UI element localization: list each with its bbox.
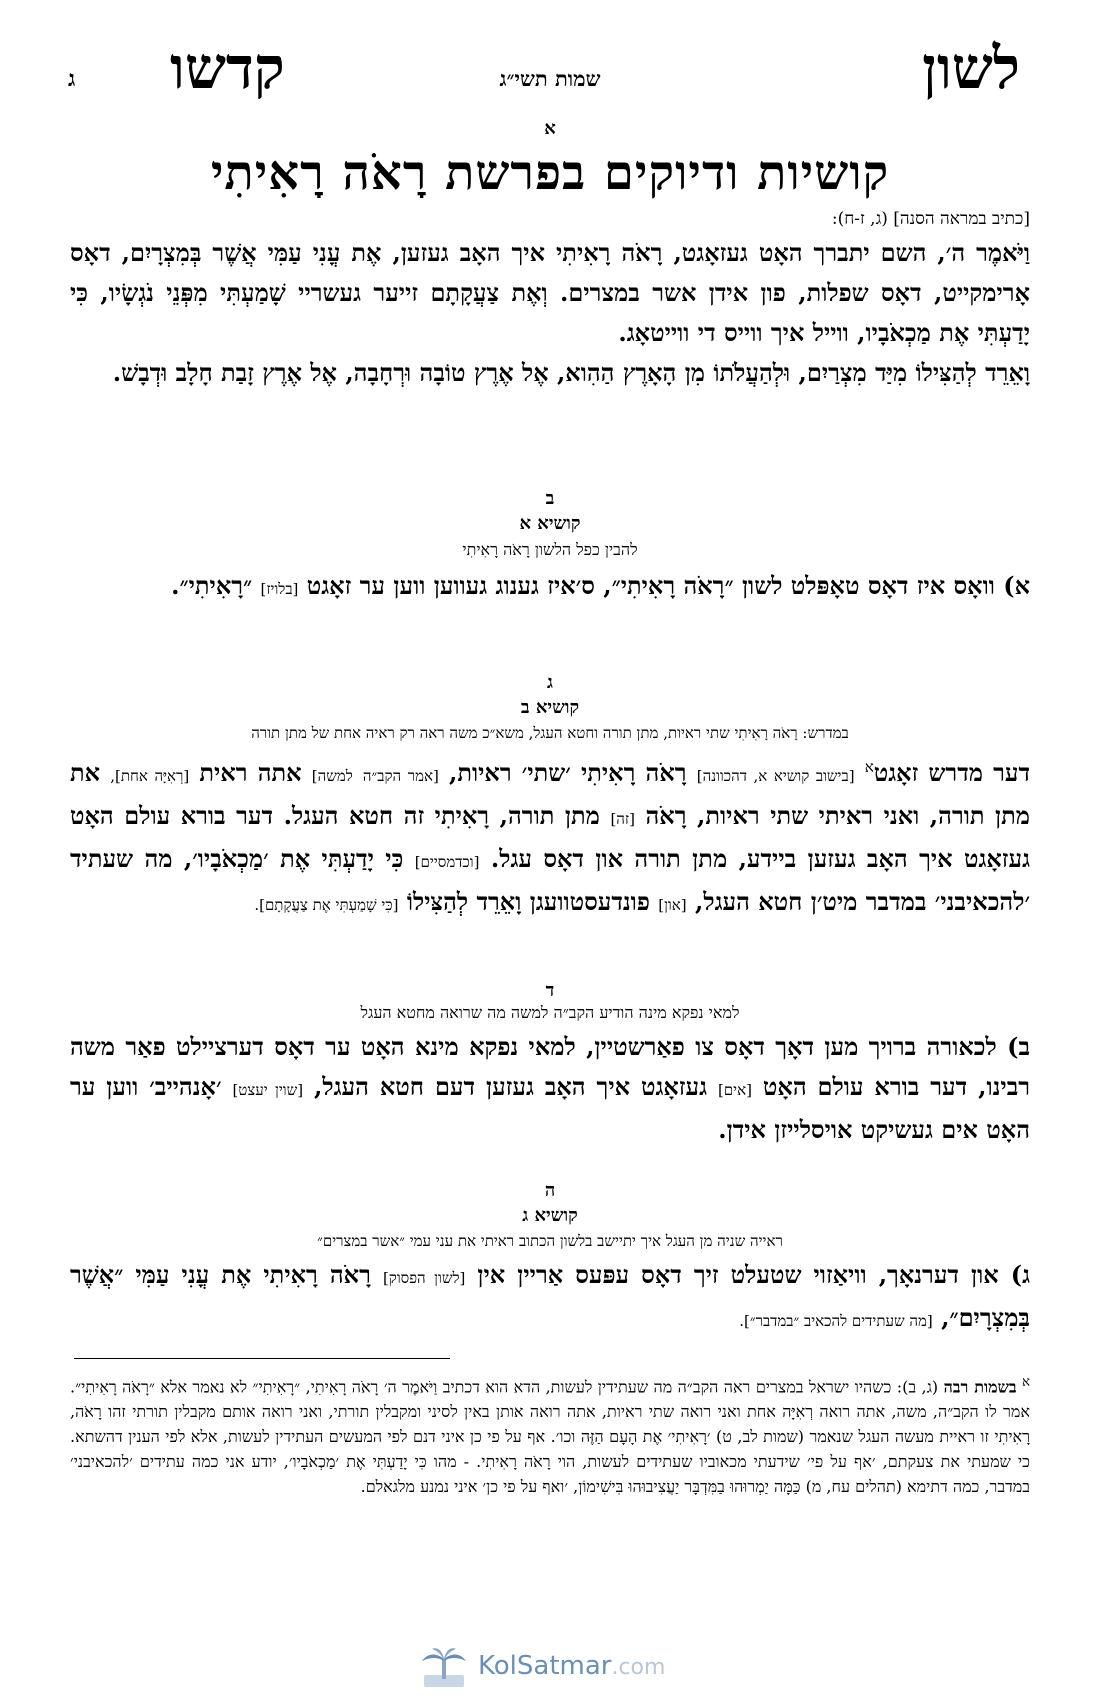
page-header xyxy=(60,34,1040,110)
footnote-lead: בשמות רבה xyxy=(943,1377,1017,1397)
text: ג) און דערנאָך, וויאַזוי שטעלט זיך דאָס עפּעס אַריין אין xyxy=(477,1260,1031,1289)
footnote xyxy=(70,1370,1030,1499)
text: דערציילט פאַר משה רבינו, דער בורא עולם האָט xyxy=(70,1032,1031,1101)
bracket-note: [וכדמסיים] xyxy=(414,853,480,871)
bracket-note: [בלויז] xyxy=(260,580,299,598)
text: ב) לכאורה ברויך מען דאָך דאָס צו פאַרשטיין, למאי נפקא מינא האָט ער דאָס xyxy=(274,1032,1031,1061)
question-subtitle: במדרש: רָאֹה רָאִיתִי שתי ראיות, מתן תורה וחטא העגל, משא״כ משה ראה רק ראיה אחת של מתן תורה xyxy=(251,724,849,742)
footnote-marker: א xyxy=(864,758,874,776)
section-a xyxy=(70,118,1030,393)
text: אתה ראית xyxy=(199,758,302,787)
text: א) וואָס איז דאָס טאָפּלט לשון ״רָאֹה רָאִיתִי״, ס׳איז גענוג געווען ווען ער זאָגט xyxy=(306,571,1030,600)
logo-suffix: .com xyxy=(611,1655,666,1680)
text: דער מדרש זאָגט xyxy=(873,758,1031,787)
logo-text xyxy=(478,1651,665,1681)
text: כִּי יָדַעְתִּי אֶת ׳מַכְאֹבָיו׳, מה שעתיד ׳להכאיבני׳ xyxy=(70,844,1030,916)
main-title: קושיות ודיוקים בפרשת רָאֹה רָאִיתִי xyxy=(210,145,890,201)
bracket-note: למשה] xyxy=(311,767,353,785)
header-center: שמות תשי״ג xyxy=(499,66,601,91)
bracket-note: [מה שעתידים להכאיב ״במדבר״]. xyxy=(739,1312,933,1330)
paragraph xyxy=(70,1255,1030,1341)
header-word-right: לשון xyxy=(922,34,1020,102)
text: געזאָגט איך האָב געזען דעם xyxy=(434,1072,707,1101)
footnote-marker: א xyxy=(1022,1375,1031,1390)
question-subtitle: ראייה שניה מן העגל איך יתיישב בלשון הכתוב ראיתי את עני עמי ״אשר במצרים״ xyxy=(317,1232,783,1250)
paragraph xyxy=(70,747,1030,925)
site-logo xyxy=(420,1645,680,1691)
text: במדבר מיט׳ן חטא העגל, xyxy=(694,887,927,916)
footnote-text: (ג, ב): כשהיו ישראל במצרים ראה הקב״ה מה שעתידין לעשות, הדא הוא דכתיב וַיֹּאמֶר ה׳ רָאֹה רָאִיתִי, ״רָאִיתִי״ לא נאמר אלא ״רָאֹה רָאִיתִי״. אמר לו הקב״ה, משה, אתה רואה רְאִיָּה אחת ואני רואה שתי ראיות, אתה רואה אותן באין לסיני ומקבלין תורתי, ואני רואה אותם מקבלין תורתי זהו רָאֹה, רָאִיתִי זו ראיית מעשה העגל שנאמר (שמות לב, ט) ׳רָאִיתִי׳ אֶת הָעָם הַזֶּה וכו׳. אף על פי כן איני דנם לפי המעשים העתידין לעשות, אלא לפי הענין דהשתא. כי שמעתי את צעקתם, ׳אף על פי׳ שידעתי מכאוביו שעתידים לעשות, הוי רָאֹה רָאִיתִי. - מהו כִּי יָדַעְתִּי אֶת ׳מַכְאֹבָיו׳, יודע אני כמה עתידים ׳להכאיבני׳ במדבר, כמה דתימא (תהלים עח, מ) כַּמָּה יַמְרוּהוּ בַמִּדְבָּר יַעֲצִיבוּהוּ בִּישִׁימוֹן, ׳ואף על פי כן׳ איני נמנע מלגאלם. xyxy=(70,1377,1030,1497)
text: מתן תורה און דאָס עגל. xyxy=(490,844,728,873)
bracket-note: [אים] xyxy=(717,1081,752,1099)
text: את מתן תורה, ואני ראיתי שתי ראיות, רָאֹה xyxy=(70,758,1031,830)
page-number: ג xyxy=(68,66,76,92)
text: רָאֹה רָאִיתִי xyxy=(263,1260,371,1289)
bracket-note: [בישוב קושיא א, דהכוונה] xyxy=(696,767,855,785)
section-e xyxy=(70,1180,1030,1341)
text: ׳אָנהייב׳ ווען ער האָט אים געשיקט אויסלייזן אידן. xyxy=(70,1072,1030,1144)
text: אֶת עֳנִי עַמִּי ״אֲשֶׁר בְּמִצְרָיִם״, xyxy=(70,1260,1030,1332)
paragraph: וָאֵרֵד לְהַצִּילוֹ מִיַּד מִצְרַיִם, וּלְהַעֲלֹתוֹ מִן הָאָרֶץ הַהִוא, אֶל אֶרֶץ טוֹבָה וּרְחָבָה, אֶל אֶרֶץ זָבַת חָלָב וּדְבָשׁ. xyxy=(112,358,1030,387)
paragraph xyxy=(70,1027,1030,1150)
text: פונדעסטוועגן וָאֵרֵד לְהַצִּילוֹ xyxy=(406,887,650,916)
section-d xyxy=(70,980,1030,1150)
bracket-note: [שוין יעצט] xyxy=(232,1081,304,1099)
section-c xyxy=(70,672,1030,925)
bracket-note: [כִּי שָׁמַעְתִּי אֶת צַעֲקָתָם]. xyxy=(254,896,399,914)
section-letter: ג xyxy=(547,672,553,693)
logo-name: KolSatmar xyxy=(478,1651,612,1681)
section-letter: ה xyxy=(544,1180,556,1201)
section-b xyxy=(70,488,1030,609)
question-title: קושיא ב xyxy=(520,697,580,718)
palm-tree-icon xyxy=(420,1645,470,1691)
question-subtitle: להבין כפל הלשון רָאֹה רָאִיתִי xyxy=(462,540,638,559)
text: ״רָאִיתִי״. xyxy=(171,571,253,600)
question-title: קושיא ג xyxy=(522,1205,578,1226)
header-word-left: קדשו xyxy=(170,34,285,102)
bracket-note: [אמר הקב״ה xyxy=(362,767,439,785)
question-title: קושיא א xyxy=(519,513,581,534)
question-subtitle: למאי נפקא מינה הודיע הקב״ה למשה מה שרואה מחטא העגל xyxy=(360,1003,740,1022)
source-note: [כתיב במראה הסנה] (ג, ז-ח): xyxy=(831,209,1030,229)
text: תורה, רָאִיתִי זה חטא העגל. דער בורא עולם האָט געזאָגט איך האָב געזען ביידע, xyxy=(70,801,1030,873)
bracket-note: [און] xyxy=(658,896,687,914)
section-letter: ד xyxy=(545,980,555,1001)
bracket-note: [לשון הפסוק] xyxy=(382,1269,466,1287)
text: מתן xyxy=(564,801,600,830)
bracket-note: [רְאִיָּה אחת], xyxy=(110,767,190,785)
paragraph xyxy=(70,566,1030,609)
footnote-divider xyxy=(74,1358,450,1359)
text: רָאֹה רָאִיתִי ׳שתי׳ ראיות, xyxy=(449,758,687,787)
section-letter: א xyxy=(544,118,556,139)
paragraph: וַיֹּאמֶר ה׳, השם יתברך האָט געזאָגט, רָאֹה רָאִיתִי איך האָב געזען, אֶת עֳנִי עַמִּי אֲשֶׁר בְּמִצְרָיִם, דאָס אָרימקייט, דאָס שפלות, פון אידן אשר במצרים. וְאֶת צַעֲקָתָם זייער געשריי שָׁמַעְתִּי מִפְּנֵי נֹגְשָׂיו, כִּי יָדַעְתִּי אֶת מַכְאֹבָיו, ווייל איך ווייס די ווייטאָג. xyxy=(70,238,1030,347)
text: חטא העגל, xyxy=(314,1072,424,1101)
bracket-note: [זה] xyxy=(610,810,635,828)
section-letter: ב xyxy=(545,488,555,509)
